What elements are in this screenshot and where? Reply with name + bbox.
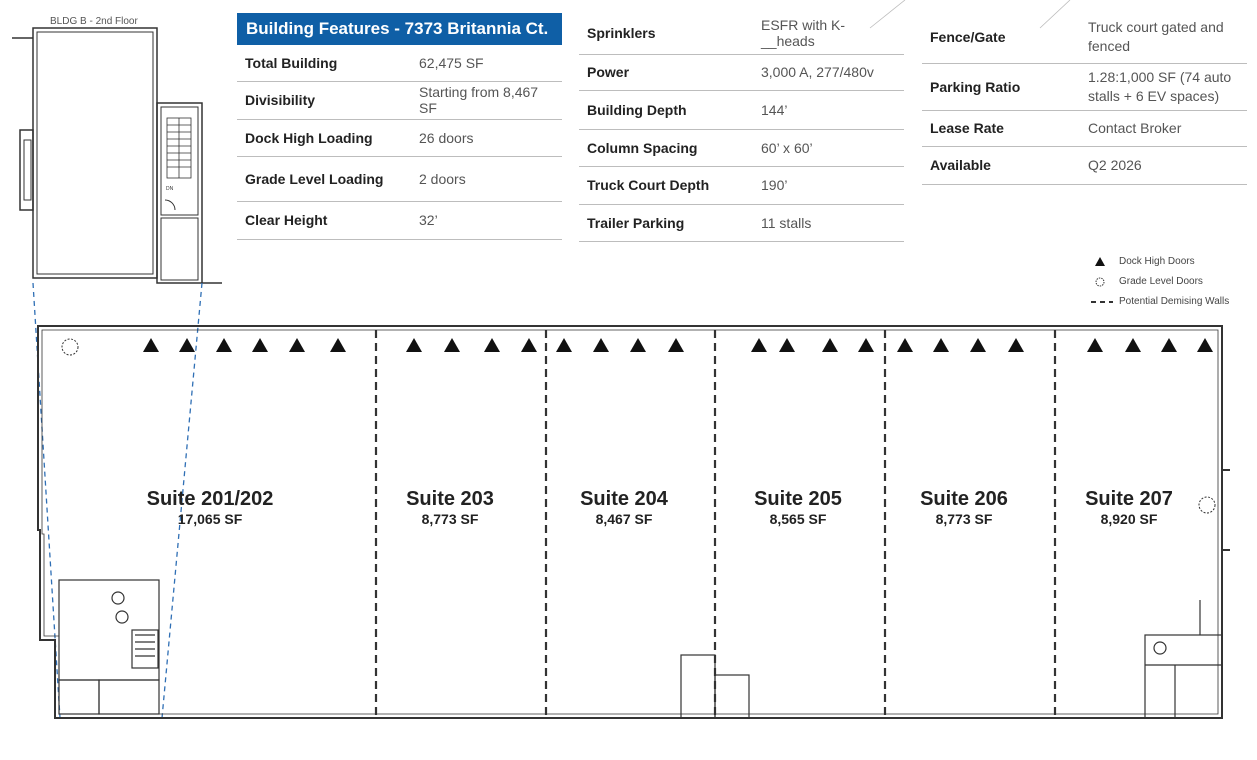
legend-dock-label: Dock High Doors <box>1119 256 1195 267</box>
suite-sf: 8,565 SF <box>769 511 827 527</box>
spec-value: Q2 2026 <box>1080 146 1247 184</box>
suite-name: Suite 203 <box>406 488 494 510</box>
suite-name: Suite 201/202 <box>146 488 274 510</box>
spec-value: 26 doors <box>411 119 562 156</box>
suite-name: Suite 204 <box>580 488 668 510</box>
suite-label-201-202 <box>130 488 290 527</box>
spec-value: 144’ <box>753 90 904 129</box>
spec-label: Total Building <box>237 45 411 81</box>
spec-value: 3,000 A, 277/480v <box>753 54 904 90</box>
office-suite-207 <box>1145 600 1222 718</box>
suite-label-203 <box>380 488 520 527</box>
suite-sf: 17,065 SF <box>177 511 243 527</box>
spec-label: Sprinklers <box>579 12 753 54</box>
spec-label: Clear Height <box>237 201 411 239</box>
suite-label-207 <box>1059 488 1199 527</box>
spec-value: 60’ x 60’ <box>753 129 904 166</box>
spec-label: Parking Ratio <box>922 63 1080 110</box>
suite-sf: 8,773 SF <box>421 511 479 527</box>
legend-grade-label: Grade Level Doors <box>1119 276 1203 287</box>
spec-label: Column Spacing <box>579 129 753 166</box>
dock-high-doors <box>143 338 1213 352</box>
spec-value: 32’ <box>411 201 562 239</box>
spec-value: 62,475 SF <box>411 45 562 81</box>
office-suite-204 <box>681 655 749 718</box>
grade-level-doors <box>62 339 1215 513</box>
legend-walls-label: Potential Demising Walls <box>1119 296 1230 307</box>
suite-sf: 8,467 SF <box>595 511 653 527</box>
suite-name: Suite 205 <box>754 488 842 510</box>
office-suite-201 <box>59 580 159 714</box>
spec-value: Truck court gated and fenced <box>1080 12 1247 63</box>
spec-label: Dock High Loading <box>237 119 411 156</box>
spec-label: Truck Court Depth <box>579 166 753 204</box>
spec-value: ESFR with K-__heads <box>753 12 904 54</box>
floor-inset-label: BLDG B - 2nd Floor <box>50 16 138 27</box>
features-table-2 <box>579 12 904 242</box>
legend-dock-icon <box>1095 257 1105 266</box>
spec-value: 11 stalls <box>753 204 904 241</box>
legend-symbols <box>1091 257 1113 302</box>
spec-label: Lease Rate <box>922 110 1080 146</box>
spec-label: Power <box>579 54 753 90</box>
features-table-3 <box>922 12 1247 185</box>
spec-label: Fence/Gate <box>922 12 1080 63</box>
legend-grade-icon <box>1096 278 1104 286</box>
suite-sf: 8,920 SF <box>1100 511 1158 527</box>
suite-sf: 8,773 SF <box>935 511 993 527</box>
spec-label: Divisibility <box>237 81 411 119</box>
spec-value: 190’ <box>753 166 904 204</box>
spec-value: Contact Broker <box>1080 110 1247 146</box>
inset-dn-label: DN <box>166 186 174 192</box>
suite-label-204 <box>554 488 694 527</box>
suite-name: Suite 207 <box>1085 488 1173 510</box>
features-table-1 <box>237 45 562 240</box>
spec-label: Grade Level Loading <box>237 156 411 201</box>
features-title: Building Features - 7373 Britannia Ct. <box>237 13 562 45</box>
spec-label: Available <box>922 146 1080 184</box>
suite-label-206 <box>894 488 1034 527</box>
suite-name: Suite 206 <box>920 488 1008 510</box>
spec-value: 2 doors <box>411 156 562 201</box>
spec-label: Trailer Parking <box>579 204 753 241</box>
suite-label-205 <box>728 488 868 527</box>
spec-value: 1.28:1,000 SF (74 auto stalls + 6 EV spaces) <box>1080 63 1247 110</box>
inset-stair <box>167 118 191 178</box>
spec-value: Starting from 8,467 SF <box>411 81 562 119</box>
spec-label: Building Depth <box>579 90 753 129</box>
second-floor-inset <box>12 28 222 283</box>
